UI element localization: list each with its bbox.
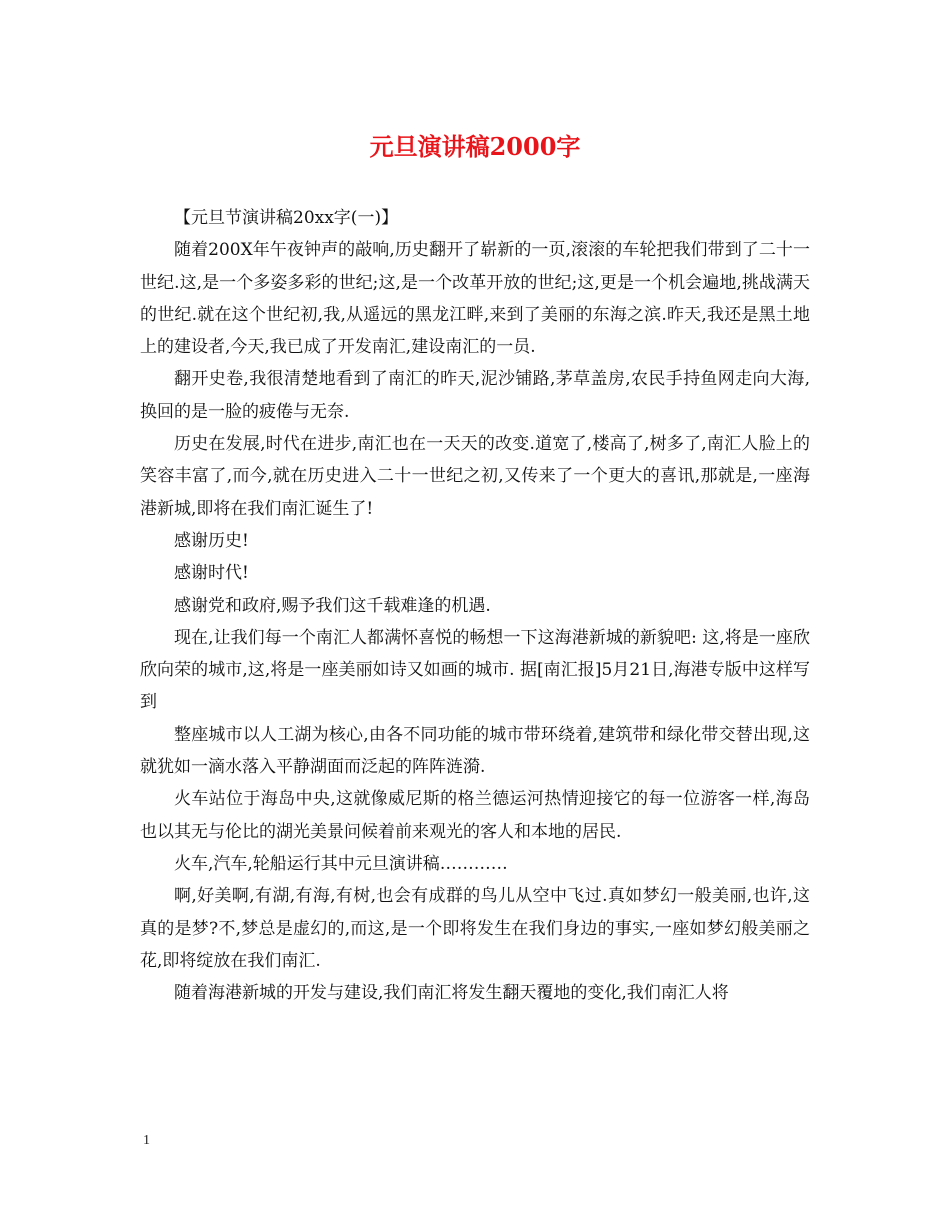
paragraph: 火车,汽车,轮船运行其中元旦演讲稿………… [174, 853, 508, 874]
document-body [140, 202, 810, 1009]
page-number: 1 [143, 1133, 150, 1148]
paragraph: 啊,好美啊,有湖,有海,有树,也会有成群的鸟儿从空中飞过.真如梦幻一般美丽,也许,这真的是梦?不,梦总是虚幻的,而这,是一个即将发生在我们身边的事实,一座如梦幻般美丽之花,即将绽放在我们南汇. [140, 886, 810, 971]
paragraph: 火车站位于海岛中央,这就像威尼斯的格兰德运河热情迎接它的每一位游客一样,海岛也以其无与伦比的湖光美景问候着前来观光的客人和本地的居民. [140, 789, 810, 842]
paragraph: 感谢历史! [174, 530, 249, 551]
paragraph: 感谢党和政府,赐予我们这千载难逢的机遇. [174, 595, 491, 616]
document-title: 元旦演讲稿2000字 [369, 132, 581, 161]
paragraph: 整座城市以人工湖为核心,由各不同功能的城市带环绕着,建筑带和绿化带交替出现,这就犹如一滴水落入平静湖面而泛起的阵阵涟漪. [140, 724, 810, 778]
paragraph: 现在,让我们每一个南汇人都满怀喜悦的畅想一下这海港新城的新貌吧: 这,将是一座欣欣向荣的城市,这,将是一座美丽如诗又如画的城市. 据[南汇报]5月21日,海港专版中这样写到 [140, 627, 810, 713]
paragraph: 感谢时代! [174, 563, 249, 584]
paragraph: 翻开史卷,我很清楚地看到了南汇的昨天,泥沙铺路,茅草盖房,农民手持鱼网走向大海,换回的是一脸的疲倦与无奈. [140, 369, 810, 422]
paragraph: 随着200X年午夜钟声的敲响,历史翻开了崭新的一页,滚滚的车轮把我们带到了二十一世纪.这,是一个多姿多彩的世纪;这,是一个改革开放的世纪;这,更是一个机会遍地,挑战满天的世纪.就在这个世纪初,我,从遥远的黑龙江畔,来到了美丽的东海之滨.昨天,我还是黑土地上的建设者,今天,我已成了开发南汇,建设南汇的一员. [140, 240, 810, 358]
section-heading: 【元旦节演讲稿20xx字(一)】 [174, 208, 399, 228]
paragraph: 历史在发展,时代在进步,南汇也在一天天的改变.道宽了,楼高了,树多了,南汇人脸上的笑容丰富了,而今,就在历史进入二十一世纪之初,又传来了一个更大的喜讯,那就是,一座海港新城,即将在我们南汇诞生了! [140, 434, 810, 519]
paragraph: 随着海港新城的开发与建设,我们南汇将发生翻天覆地的变化,我们南汇人将 [174, 983, 729, 1004]
